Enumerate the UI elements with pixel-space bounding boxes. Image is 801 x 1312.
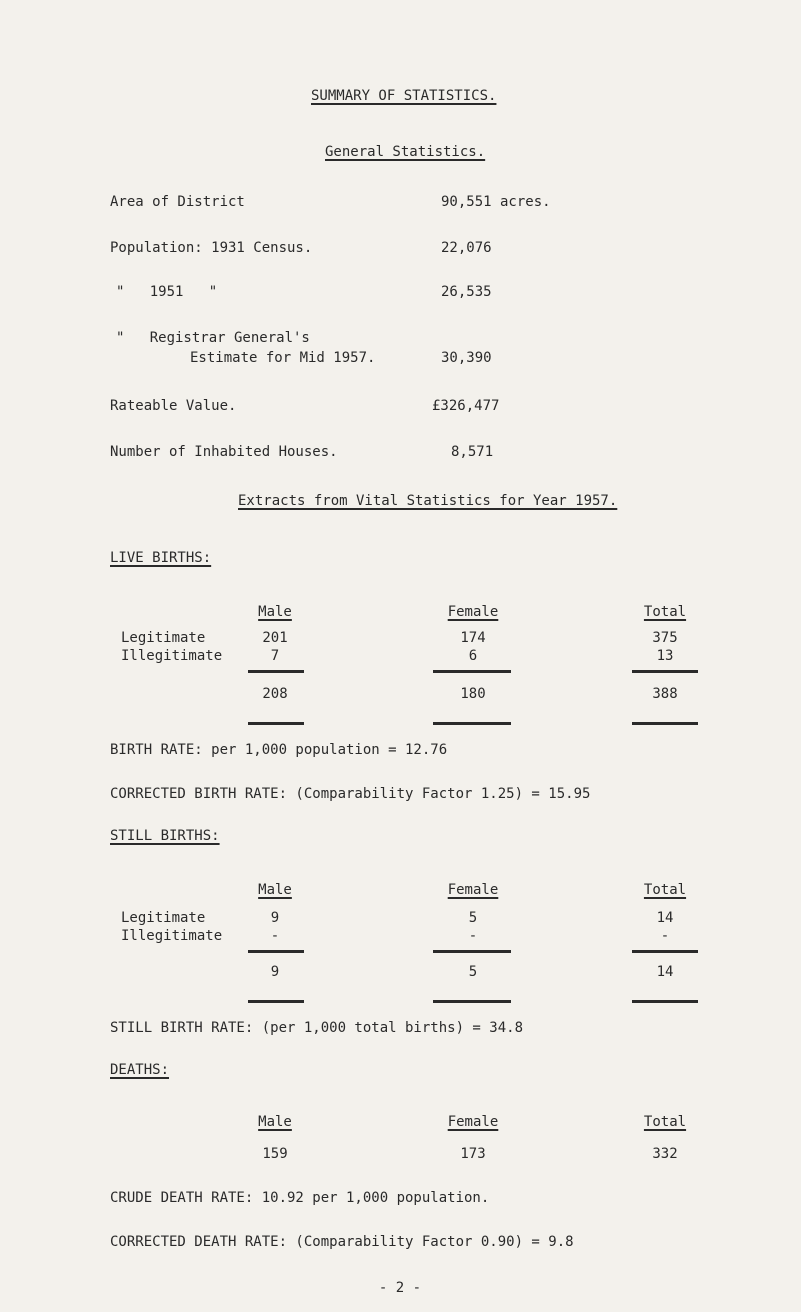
row-label: Illegitimate [121,928,223,944]
divider [433,670,511,673]
corrected-birth-rate: CORRECTED BIRTH RATE: (Comparability Factor 1.25) = 15.95 [110,786,591,802]
crude-death-rate: CRUDE DEATH RATE: 10.92 per 1,000 population. [110,1190,490,1206]
table-cell: 13 [656,648,674,664]
table-cell: - [270,928,280,944]
table-cell: 6 [468,648,478,664]
table-cell: 201 [262,630,288,646]
table-cell: 375 [652,630,678,646]
divider [248,722,304,725]
divider [433,722,511,725]
total-cell: 9 [270,964,280,980]
still-births-heading: STILL BIRTHS: [110,828,220,844]
general-label: " 1951 " [116,284,218,300]
deaths-heading: DEATHS: [110,1062,170,1078]
row-label: Legitimate [121,630,206,646]
table-cell: 173 [460,1146,486,1162]
general-label: Rateable Value. [110,398,237,414]
birth-rate: BIRTH RATE: per 1,000 population = 12.76 [110,742,448,758]
column-header-female: Female [447,604,499,620]
divider [248,1000,304,1003]
column-header-male: Male [258,1114,292,1130]
corrected-death-rate: CORRECTED DEATH RATE: (Comparability Factor 0.90) = 9.8 [110,1234,574,1250]
divider [632,670,698,673]
section-title-general: General Statistics. [325,144,486,160]
divider [248,670,304,673]
general-value: 90,551 acres. [441,194,551,210]
total-cell: 388 [652,686,678,702]
table-cell: 159 [262,1146,288,1162]
row-label: Legitimate [121,910,206,926]
row-label: Illegitimate [121,648,223,664]
column-header-male: Male [258,604,292,620]
column-header-total: Total [643,882,687,898]
general-value: 8,571 [451,444,494,460]
column-header-total: Total [643,604,687,620]
general-value: 26,535 [441,284,492,300]
live-births-heading: LIVE BIRTHS: [110,550,212,566]
total-cell: 5 [468,964,478,980]
table-cell: 9 [270,910,280,926]
total-cell: 180 [460,686,486,702]
total-cell: 14 [656,964,674,980]
column-header-total: Total [643,1114,687,1130]
divider [248,950,304,953]
general-label: Population: 1931 Census. [110,240,313,256]
page-number: - 2 - [378,1280,422,1296]
table-cell: 7 [270,648,280,664]
general-label: Area of District [110,194,245,210]
still-birth-rate: STILL BIRTH RATE: (per 1,000 total births) = 34.8 [110,1020,524,1036]
table-cell: - [660,928,670,944]
table-cell: 5 [468,910,478,926]
divider [433,950,511,953]
divider [433,1000,511,1003]
general-value: 30,390 [441,350,492,366]
divider [632,950,698,953]
divider [632,1000,698,1003]
table-cell: 174 [460,630,486,646]
total-cell: 208 [262,686,288,702]
column-header-male: Male [258,882,292,898]
table-cell: 14 [656,910,674,926]
column-header-female: Female [447,882,499,898]
general-label: " Registrar General's [116,330,310,346]
extracts-heading: Extracts from Vital Statistics for Year 1957. [238,493,618,509]
general-label: Number of Inhabited Houses. [110,444,338,460]
general-value: £326,477 [432,398,500,414]
page-title: SUMMARY OF STATISTICS. [311,88,497,104]
divider [632,722,698,725]
table-cell: 332 [652,1146,678,1162]
general-label: Estimate for Mid 1957. [190,350,376,366]
general-value: 22,076 [441,240,492,256]
table-cell: - [468,928,478,944]
column-header-female: Female [447,1114,499,1130]
